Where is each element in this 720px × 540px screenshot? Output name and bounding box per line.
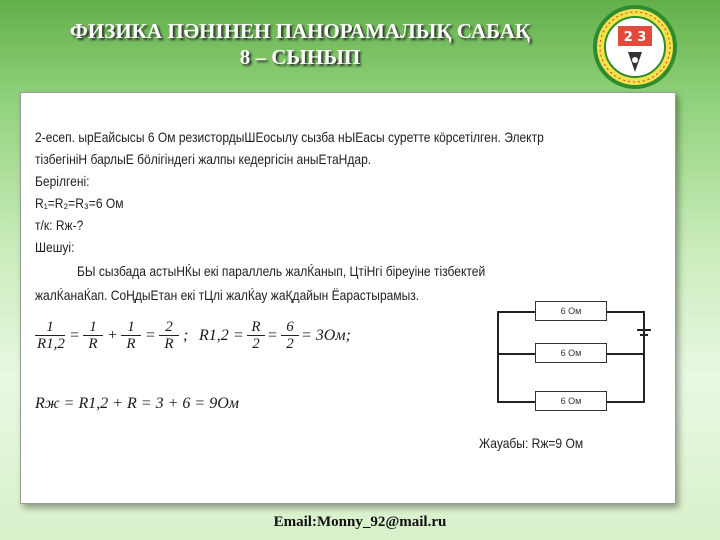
resistor-1: 6 Ом	[535, 301, 607, 321]
fraction: $\frac{R}{2}$	[247, 319, 265, 352]
formula-r12: R1,2	[199, 327, 229, 344]
formula-total: Rж = R1,2 + R = 3 + 6 = 9Ом	[35, 395, 239, 412]
problem-statement-line1: 2-есеп. ырЕайсысы 6 Ом резистордыШЕосылу сызба нЫЕасы суретте кӧрсетілген. Электр	[35, 129, 544, 145]
answer: Жауабы: Rж=9 Ом	[479, 435, 584, 451]
fraction: $\frac{2}{R}$	[159, 319, 179, 352]
given-label: Берілгені:	[35, 173, 90, 189]
fraction: $\frac{1}{R1,2}$	[37, 319, 65, 352]
emblem-digits: 2 3	[623, 30, 647, 45]
solution-line1: БЫ сызбада астыНЌы екі параллель жалЌанып, ЦтіНгі біреуіне тізбектей	[77, 263, 486, 279]
fraction: $\frac{1}{R}$	[83, 319, 103, 352]
resistor-2: 6 Ом	[535, 343, 607, 363]
slide-title-line1: ФИЗИКА ПӘНІНЕН ПАНОРАМАЛЫҚ САБАҚ	[69, 19, 531, 43]
solution-line2: жалЌанаЌап. СоҢдыЕтан екі тЦлі жалЌау жаҚдайын Ёарастырамыз.	[35, 287, 420, 303]
fraction: $\frac{1}{R}$	[121, 319, 141, 352]
slide-title-line2: 8 – СЫНЫП	[239, 45, 361, 69]
school-emblem-icon	[588, 4, 682, 90]
resistor-3: 6 Ом	[535, 391, 607, 411]
given-values: R₁=R₂=R₃=6 Ом	[35, 195, 124, 211]
formula-parallel: $\frac{1}{R1,2}$ = $\frac{1}{R}$ + $\frac{1}{R}$ = $\frac{2}{R}$ ; R1,2 = $\frac{R}{2}$ = $\frac{6}{2}$ = 3Ом;	[37, 319, 351, 352]
formula-result: = 3Ом;	[301, 327, 351, 344]
solution-label: Шешуі:	[35, 239, 75, 255]
find-label: т/к: Rж-?	[35, 217, 84, 233]
fraction: $\frac{6}{2}$	[281, 319, 299, 352]
slide-title	[20, 18, 580, 70]
problem-statement-line2: тізбегініН барлыЕ бӧлігіндегі жалпы кедергісін аныЕтаНдар.	[35, 151, 372, 167]
problem-card	[20, 92, 676, 504]
footer-email: Email:Monny_92@mail.ru	[273, 514, 447, 530]
